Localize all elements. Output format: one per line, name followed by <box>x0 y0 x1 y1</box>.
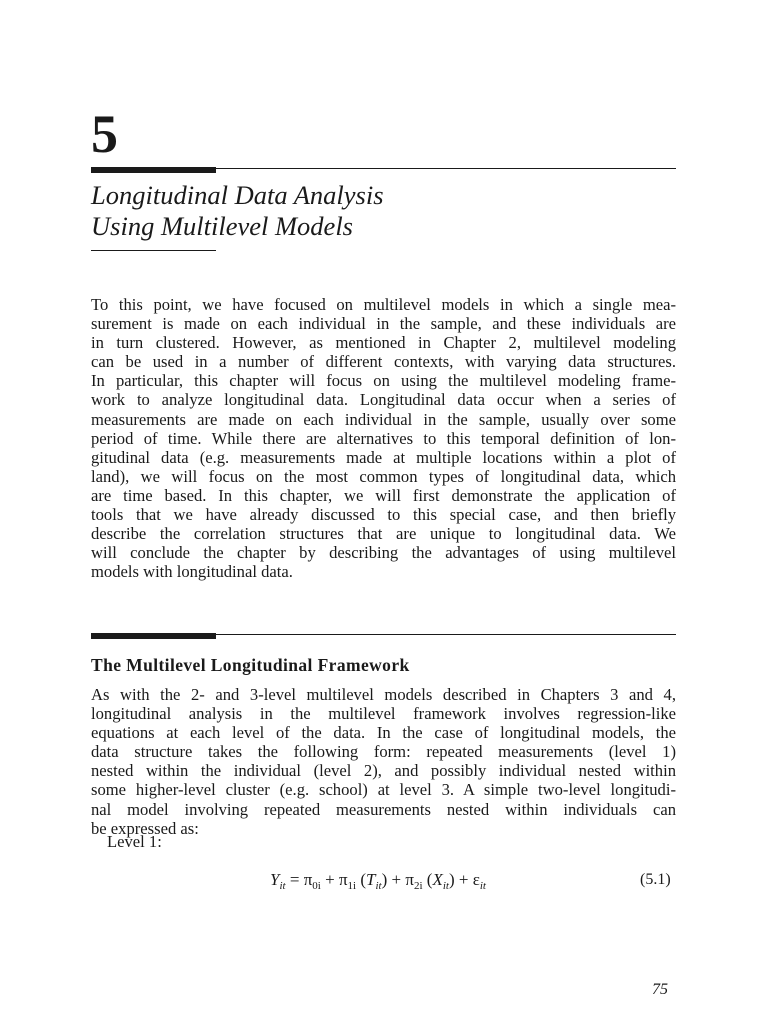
text-line: work to analyze longitudinal data. Longitudinal data occur when a series of <box>91 390 676 410</box>
chapter-number: 5 <box>91 104 118 164</box>
level-label: Level 1: <box>107 832 162 851</box>
eq-plus: + <box>454 870 473 889</box>
text-line: As with the 2- and 3-level multilevel models described in Chapters 3 and 4, <box>91 685 676 704</box>
eq-plus: + <box>320 870 339 889</box>
text-line: be expressed as: <box>91 818 199 838</box>
text-line: measurements are made on each individual in the sample, usually over some <box>91 409 676 429</box>
eq-equals: = <box>285 870 304 889</box>
eq-paren-close: ) <box>381 870 388 889</box>
text-line: some higher-level cluster (e.g. school) at level 3. A simple two-level longitudi- <box>91 780 676 800</box>
chapter-title <box>91 180 651 242</box>
section-paragraph <box>91 685 676 838</box>
chapter-title-line: Longitudinal Data Analysis <box>91 180 384 210</box>
eq-x-sub: it <box>442 880 449 892</box>
eq-t-sub: it <box>375 880 382 892</box>
text-line: longitudinal analysis in the multilevel framework involves regression-like <box>91 704 676 724</box>
chapter-title-line: Using Multilevel Models <box>91 211 353 241</box>
text-line: nested within the individual (level 2), and possibly individual nested within <box>91 761 676 781</box>
eq-y-sub: it <box>279 880 286 892</box>
chapter-thick-bar <box>91 167 216 173</box>
chapter-rule <box>216 168 676 169</box>
text-line: in turn clustered. However, as mentioned in Chapter 2, multilevel modeling <box>91 333 676 353</box>
equation-5-1 <box>270 868 486 892</box>
section-rule <box>216 634 676 635</box>
text-line: period of time. While there are alternatives to this temporal definition of lon- <box>91 428 676 448</box>
eq-x: X <box>432 870 443 889</box>
text-line: data structure takes the following form: repeated measurements (level 1) <box>91 742 676 762</box>
text-line: tools that we have already discussed to this special case, and then briefly <box>91 505 676 525</box>
eq-epsilon: ε <box>472 870 480 889</box>
eq-epsilon-sub: it <box>479 880 486 892</box>
text-line: land), we will focus on the most common types of longitudinal data, which <box>91 466 676 486</box>
text-line: gitudinal data (e.g. measurements made at multiple locations within a plot of <box>91 447 676 467</box>
eq-t: T <box>366 870 376 889</box>
eq-paren-open: ( <box>356 870 367 889</box>
text-line: can be used in a number of different contexts, with varying data structures. <box>91 352 676 372</box>
eq-pi1: π <box>338 870 348 889</box>
eq-pi1-sub: 1i <box>347 880 357 892</box>
eq-paren-open: ( <box>422 870 433 889</box>
text-line: In particular, this chapter will focus on using the multilevel modeling frame- <box>91 371 676 391</box>
eq-pi0: π <box>303 870 313 889</box>
eq-pi2-sub: 2i <box>413 880 423 892</box>
equation-number: (5.1) <box>640 871 671 888</box>
section-heading: The Multilevel Longitudinal Framework <box>91 655 410 675</box>
text-line: are time based. In this chapter, we will first demonstrate the application of <box>91 485 676 505</box>
text-line: To this point, we have focused on multilevel models in which a single mea- <box>91 295 676 314</box>
page-number: 75 <box>652 981 668 998</box>
title-underline <box>91 250 216 251</box>
text-line: will conclude the chapter by describing the advantages of using multilevel <box>91 543 676 563</box>
eq-y: Y <box>270 870 280 889</box>
intro-paragraph <box>91 295 676 581</box>
text-line: nal model involving repeated measurements nested within individuals can <box>91 799 676 819</box>
text-line: models with longitudinal data. <box>91 562 293 582</box>
section-thick-bar <box>91 633 216 639</box>
text-line: equations at each level of the data. In the case of longitudinal models, the <box>91 723 676 743</box>
eq-pi0-sub: 0i <box>312 880 321 892</box>
text-line: describe the correlation structures that are unique to longitudinal data. We <box>91 524 676 544</box>
text-line: surement is made on each individual in the sample, and these individuals are <box>91 314 676 334</box>
eq-paren-close: ) <box>448 870 455 889</box>
eq-plus: + <box>387 870 406 889</box>
eq-pi2: π <box>405 870 414 889</box>
